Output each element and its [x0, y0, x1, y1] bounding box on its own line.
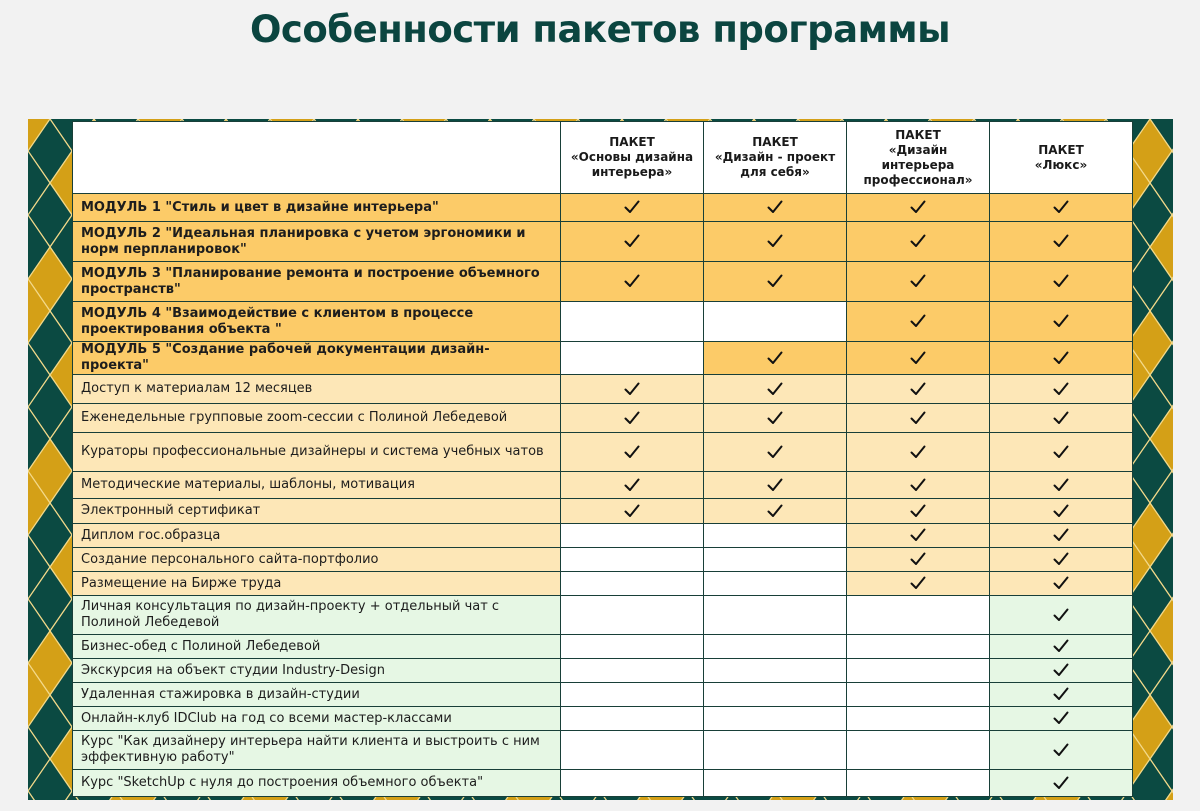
package-header-line: «Дизайн - проект — [714, 150, 836, 164]
row-label: Создание персонального сайта-портфолио — [73, 548, 561, 572]
empty-cell-package-1 — [704, 659, 847, 683]
check-icon — [1053, 504, 1069, 518]
empty-cell-package-0 — [561, 770, 704, 797]
included-cell-package-3 — [990, 262, 1133, 302]
empty-cell-package-0 — [561, 635, 704, 659]
check-icon — [1053, 411, 1069, 425]
package-header-line: «Дизайн интерьера — [881, 142, 955, 172]
included-cell-package-3 — [990, 770, 1133, 797]
page-title: Особенности пакетов программы — [249, 8, 951, 51]
check-icon — [1053, 478, 1069, 492]
check-icon — [767, 411, 783, 425]
table-header-row — [73, 122, 1133, 194]
feature-row — [73, 659, 1133, 683]
check-icon — [624, 445, 640, 459]
included-cell-package-2 — [847, 524, 990, 548]
included-cell-package-0 — [561, 222, 704, 262]
module-row — [73, 342, 1133, 375]
module-row — [73, 222, 1133, 262]
included-cell-package-3 — [990, 659, 1133, 683]
row-label: Электронный сертификат — [73, 499, 561, 524]
feature-row — [73, 596, 1133, 635]
package-header-line: ПАКЕТ — [752, 135, 798, 149]
empty-cell-package-2 — [847, 770, 990, 797]
included-cell-package-3 — [990, 404, 1133, 433]
package-header-line: ПАКЕТ — [895, 127, 941, 142]
included-cell-package-2 — [847, 194, 990, 222]
included-cell-package-2 — [847, 499, 990, 524]
feature-row — [73, 433, 1133, 472]
check-icon — [910, 478, 926, 492]
included-cell-package-1 — [704, 342, 847, 375]
check-icon — [1053, 608, 1069, 622]
empty-cell-package-1 — [704, 524, 847, 548]
check-icon — [910, 200, 926, 214]
check-icon — [767, 200, 783, 214]
package-header-3 — [990, 122, 1133, 194]
row-label: Доступ к материалам 12 месяцев — [73, 375, 561, 404]
included-cell-package-2 — [847, 472, 990, 499]
check-icon — [910, 274, 926, 288]
included-cell-package-3 — [990, 635, 1133, 659]
included-cell-package-0 — [561, 262, 704, 302]
empty-cell-package-0 — [561, 707, 704, 731]
included-cell-package-1 — [704, 194, 847, 222]
empty-cell-package-0 — [561, 302, 704, 342]
row-label: МОДУЛЬ 4 "Взаимодействие с клиентом в процессе проектирования объекта " — [73, 302, 561, 342]
included-cell-package-2 — [847, 433, 990, 472]
feature-row — [73, 524, 1133, 548]
check-icon — [910, 528, 926, 542]
check-icon — [910, 445, 926, 459]
empty-cell-package-1 — [704, 596, 847, 635]
check-icon — [1053, 687, 1069, 701]
check-icon — [624, 200, 640, 214]
row-label: Размещение на Бирже труда — [73, 572, 561, 596]
check-icon — [1053, 382, 1069, 396]
feature-row — [73, 770, 1133, 797]
included-cell-package-3 — [990, 731, 1133, 770]
packages-comparison-table — [72, 121, 1133, 797]
feature-row — [73, 707, 1133, 731]
check-icon — [767, 274, 783, 288]
empty-cell-package-0 — [561, 683, 704, 707]
empty-cell-package-0 — [561, 596, 704, 635]
included-cell-package-3 — [990, 375, 1133, 404]
row-label: МОДУЛЬ 5 "Создание рабочей документации дизайн-проекта" — [73, 342, 561, 375]
header-corner — [73, 122, 561, 194]
included-cell-package-1 — [704, 472, 847, 499]
check-icon — [1053, 314, 1069, 328]
included-cell-package-3 — [990, 572, 1133, 596]
package-header-line: интерьера» — [591, 165, 673, 179]
check-icon — [910, 314, 926, 328]
included-cell-package-3 — [990, 194, 1133, 222]
check-icon — [1053, 663, 1069, 677]
row-label: Удаленная стажировка в дизайн-студии — [73, 683, 561, 707]
row-label: Онлайн-клуб IDClub на год со всеми мастер-классами — [73, 707, 561, 731]
check-icon — [910, 382, 926, 396]
check-icon — [767, 234, 783, 248]
empty-cell-package-1 — [704, 731, 847, 770]
included-cell-package-2 — [847, 342, 990, 375]
row-label: МОДУЛЬ 1 "Стиль и цвет в дизайне интерьера" — [73, 194, 561, 222]
included-cell-package-3 — [990, 596, 1133, 635]
package-header-line: ПАКЕТ — [1038, 142, 1084, 157]
module-row — [73, 302, 1133, 342]
check-icon — [1053, 351, 1069, 365]
included-cell-package-1 — [704, 375, 847, 404]
included-cell-package-2 — [847, 222, 990, 262]
check-icon — [624, 274, 640, 288]
included-cell-package-3 — [990, 433, 1133, 472]
check-icon — [910, 552, 926, 566]
package-header-line: «Люкс» — [1034, 157, 1088, 172]
included-cell-package-3 — [990, 302, 1133, 342]
check-icon — [1053, 528, 1069, 542]
included-cell-package-3 — [990, 707, 1133, 731]
included-cell-package-1 — [704, 222, 847, 262]
included-cell-package-0 — [561, 194, 704, 222]
empty-cell-package-2 — [847, 596, 990, 635]
included-cell-package-1 — [704, 262, 847, 302]
included-cell-package-0 — [561, 433, 704, 472]
check-icon — [624, 478, 640, 492]
feature-row — [73, 472, 1133, 499]
included-cell-package-3 — [990, 472, 1133, 499]
feature-row — [73, 683, 1133, 707]
package-header-line: «Основы дизайна — [570, 150, 694, 164]
package-header-line: ПАКЕТ — [609, 135, 655, 149]
row-label: Методические материалы, шаблоны, мотивация — [73, 472, 561, 499]
check-icon — [910, 576, 926, 590]
empty-cell-package-1 — [704, 302, 847, 342]
included-cell-package-3 — [990, 222, 1133, 262]
included-cell-package-1 — [704, 404, 847, 433]
included-cell-package-0 — [561, 472, 704, 499]
empty-cell-package-2 — [847, 683, 990, 707]
check-icon — [624, 411, 640, 425]
feature-row — [73, 375, 1133, 404]
check-icon — [767, 504, 783, 518]
empty-cell-package-1 — [704, 548, 847, 572]
included-cell-package-0 — [561, 404, 704, 433]
empty-cell-package-2 — [847, 659, 990, 683]
included-cell-package-1 — [704, 499, 847, 524]
check-icon — [910, 234, 926, 248]
empty-cell-package-0 — [561, 731, 704, 770]
included-cell-package-2 — [847, 404, 990, 433]
check-icon — [1053, 576, 1069, 590]
feature-row — [73, 499, 1133, 524]
row-label: МОДУЛЬ 3 "Планирование ремонта и построение объемного пространств" — [73, 262, 561, 302]
check-icon — [1053, 711, 1069, 725]
empty-cell-package-2 — [847, 635, 990, 659]
empty-cell-package-0 — [561, 524, 704, 548]
included-cell-package-0 — [561, 375, 704, 404]
row-label: Кураторы профессиональные дизайнеры и система учебных чатов — [73, 433, 561, 472]
check-icon — [1053, 639, 1069, 653]
feature-row — [73, 572, 1133, 596]
row-label: Диплом гос.образца — [73, 524, 561, 548]
check-icon — [624, 382, 640, 396]
included-cell-package-2 — [847, 548, 990, 572]
feature-row — [73, 548, 1133, 572]
check-icon — [910, 351, 926, 365]
row-label: Курс "SketchUp с нуля до построения объемного объекта" — [73, 770, 561, 797]
empty-cell-package-1 — [704, 683, 847, 707]
included-cell-package-0 — [561, 499, 704, 524]
included-cell-package-3 — [990, 524, 1133, 548]
empty-cell-package-1 — [704, 572, 847, 596]
empty-cell-package-2 — [847, 707, 990, 731]
feature-row — [73, 731, 1133, 770]
check-icon — [1053, 445, 1069, 459]
empty-cell-package-0 — [561, 659, 704, 683]
check-icon — [1053, 234, 1069, 248]
included-cell-package-2 — [847, 262, 990, 302]
package-header-line: профессионал» — [863, 172, 973, 187]
module-row — [73, 262, 1133, 302]
check-icon — [767, 478, 783, 492]
check-icon — [1053, 200, 1069, 214]
check-icon — [624, 504, 640, 518]
feature-row — [73, 635, 1133, 659]
check-icon — [910, 411, 926, 425]
empty-cell-package-0 — [561, 548, 704, 572]
empty-cell-package-0 — [561, 572, 704, 596]
check-icon — [1053, 274, 1069, 288]
package-header-1 — [704, 122, 847, 194]
row-label: Бизнес-обед с Полиной Лебедевой — [73, 635, 561, 659]
empty-cell-package-0 — [561, 342, 704, 375]
row-label: Экскурсия на объект студии Industry-Design — [73, 659, 561, 683]
included-cell-package-3 — [990, 548, 1133, 572]
empty-cell-package-1 — [704, 707, 847, 731]
included-cell-package-3 — [990, 499, 1133, 524]
row-label: МОДУЛЬ 2 "Идеальная планировка с учетом эргономики и норм перпланировок" — [73, 222, 561, 262]
empty-cell-package-1 — [704, 635, 847, 659]
check-icon — [1053, 743, 1069, 757]
check-icon — [1053, 776, 1069, 790]
package-header-line: для себя» — [740, 165, 810, 179]
package-header-2 — [847, 122, 990, 194]
row-label: Еженедельные групповые zoom-сессии с Полиной Лебедевой — [73, 404, 561, 433]
check-icon — [624, 234, 640, 248]
package-header-0 — [561, 122, 704, 194]
check-icon — [910, 504, 926, 518]
empty-cell-package-2 — [847, 731, 990, 770]
row-label: Курс "Как дизайнеру интерьера найти клиента и выстроить с ним эффективную работу" — [73, 731, 561, 770]
included-cell-package-2 — [847, 572, 990, 596]
check-icon — [1053, 552, 1069, 566]
check-icon — [767, 351, 783, 365]
included-cell-package-2 — [847, 302, 990, 342]
included-cell-package-3 — [990, 342, 1133, 375]
check-icon — [767, 445, 783, 459]
check-icon — [767, 382, 783, 396]
included-cell-package-3 — [990, 683, 1133, 707]
empty-cell-package-1 — [704, 770, 847, 797]
included-cell-package-2 — [847, 375, 990, 404]
included-cell-package-1 — [704, 433, 847, 472]
feature-row — [73, 404, 1133, 433]
module-row — [73, 194, 1133, 222]
table-body — [73, 194, 1133, 797]
row-label: Личная консультация по дизайн-проекту + отдельный чат с Полиной Лебедевой — [73, 596, 561, 635]
